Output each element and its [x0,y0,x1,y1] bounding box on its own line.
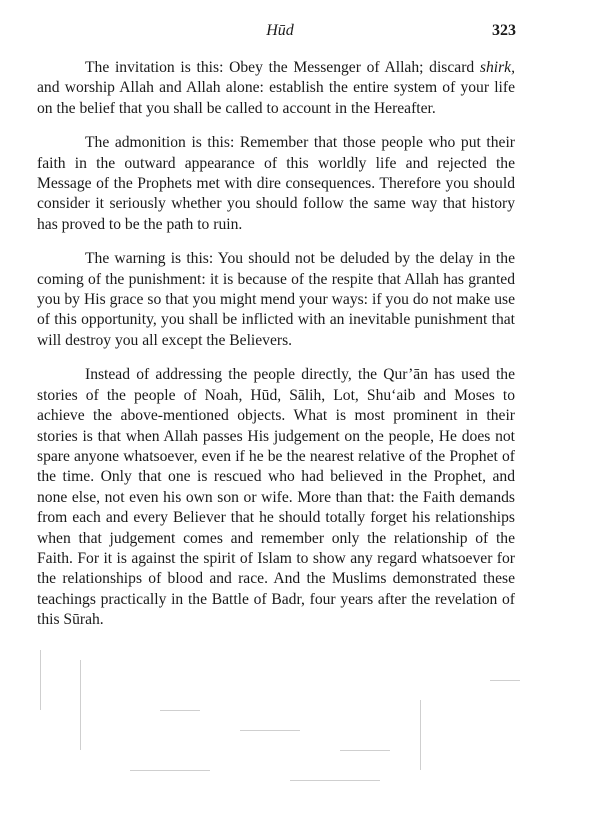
paragraph-admonition: The admonition is this: Remember that those people who put their faith in the outward appearance of this worldly life and rejected the Message of the Prophets met with dire consequences. Therefore you should consider it seriously whether you should follow the same way that history has proved to be the path to ruin. [37,134,515,233]
running-head [0,20,600,42]
paragraph-warning: The warning is this: You should not be deluded by the delay in the coming of the punishment: it is because of the respite that Allah has granted you by His grace so that you might mend your ways: if you do not make use of this opportunity, you shall be inflicted with an inevitable punishment that will destroy you all except the Believers. [37,250,515,349]
body-text [37,58,515,645]
paragraph-invitation-after: and worship Allah and Allah alone: establish the entire system of your life on the belief that you shall be called to account in the Hereafter. [37,79,515,117]
page-number: 323 [492,22,516,39]
paragraph-invitation [37,58,515,119]
paragraph-invitation-before: The invitation is this: Obey the Messenger of Allah; discard [85,59,480,76]
term-shirk: shirk, [479,59,515,76]
running-title: Hūd [266,22,294,39]
scan-noise-decoration [40,640,540,800]
paragraph-stories: Instead of addressing the people directly, the Qur’ān has used the stories of the people of Noah, Hūd, Sālih, Lot, Shu‘aib and Moses to achieve the above-mentioned objects. What is most prominent in their stories is that when Allah passes His judgement on the people, He does not spare anyone whatsoever, even if he be the nearest relative of the Prophet of the time. Only that one is rescued who had believed in the Prophet, and none else, not even his own son or wife. More than that: the Faith demands from each and every Believer that he should totally forget his relationships when that judgement comes and remember only the relationship of the Faith. For it is against the spirit of Islam to show any regard whatsoever for the relationships of blood and race. And the Muslims demonstrated these teachings practically in the Battle of Badr, four years after the revelation of this Sūrah. [37,366,515,629]
